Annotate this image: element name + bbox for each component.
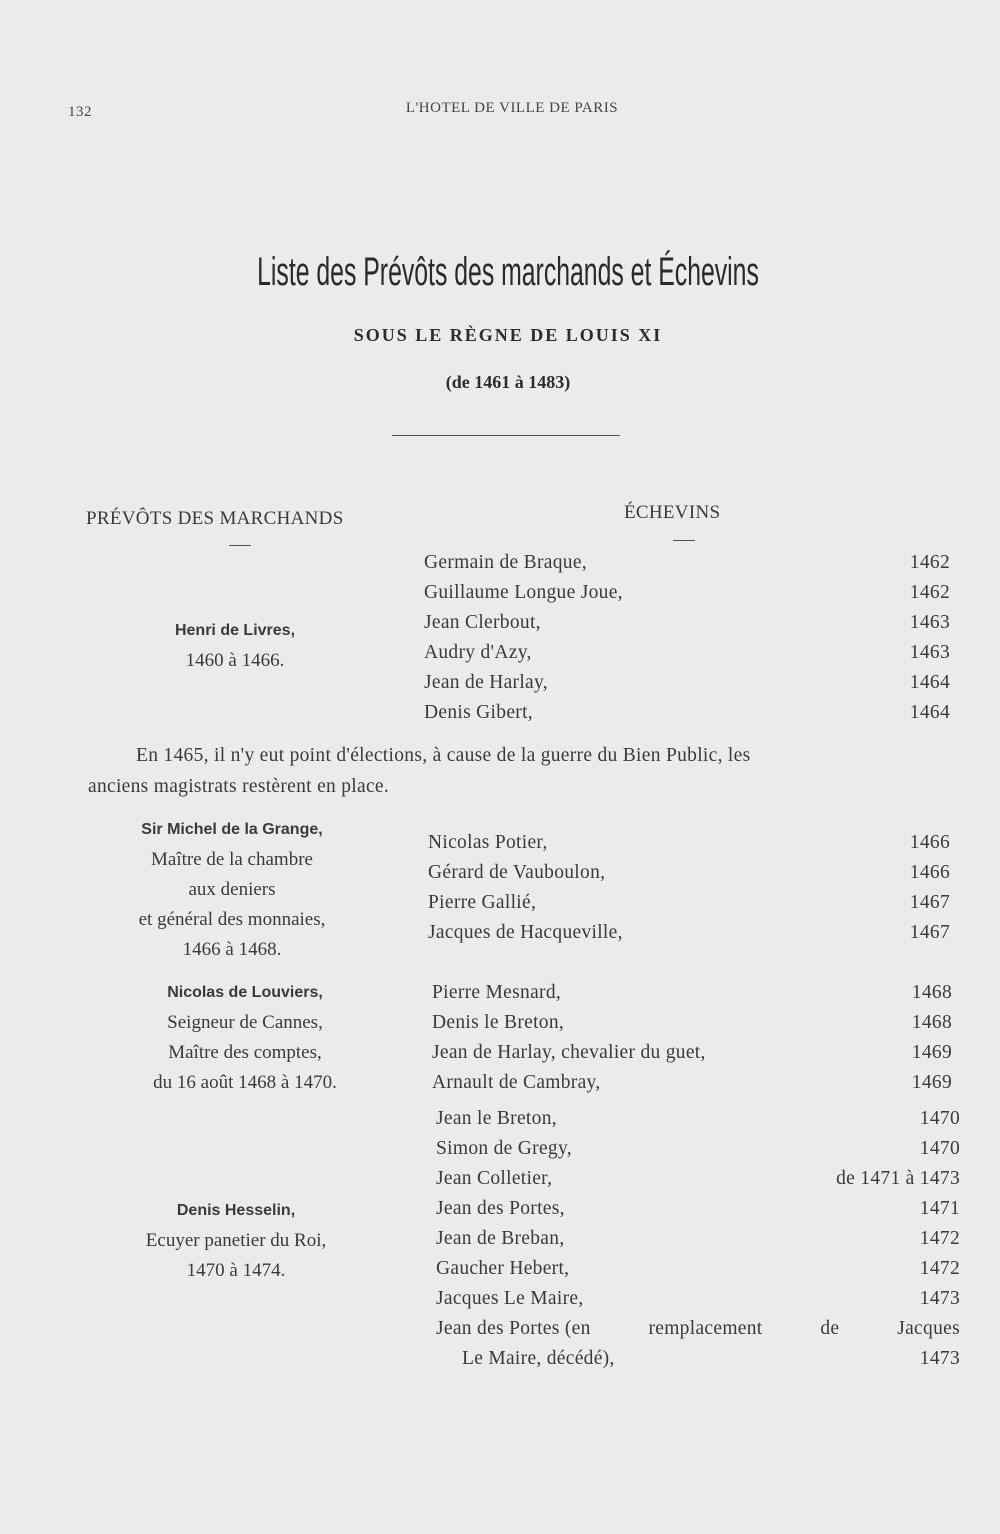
echevin-name: Jean de Breban, [436,1228,565,1249]
echevin-row [432,1008,952,1038]
echevin-year: 1467 [909,922,950,943]
echevin-year: de 1471 à 1473 [836,1168,960,1189]
echevin-year: 1466 [909,862,950,883]
echevin-year: 1472 [919,1228,960,1249]
page-subtitle: SOUS LE RÈGNE DE LOUIS XI [353,325,663,345]
prevot-entry [95,978,395,1098]
echevin-row [424,548,950,578]
echevin-name: de [820,1318,840,1339]
echevin-name: Jacques Le Maire, [436,1288,584,1309]
echevin-row [428,918,950,948]
echevin-name: Nicolas Potier, [428,832,548,853]
page-number: 132 [68,104,92,120]
echevin-name: Jean de Harlay, [424,672,548,693]
echevin-row [436,1194,960,1224]
echevin-year: 1469 [911,1042,952,1063]
echevin-name: Gaucher Hebert, [436,1258,570,1279]
echevin-year: 1468 [911,1012,952,1033]
echevin-year: 1471 [919,1198,960,1219]
echevin-row [432,978,952,1008]
echevin-name: Pierre Mesnard, [432,982,562,1003]
page-title: Liste des Prévôts des marchands et Échevins [257,250,759,294]
prevot-name: Nicolas de Louviers, [167,984,323,1001]
echevin-name: Jean Clerbout, [424,612,541,633]
echevin-row [436,1164,960,1194]
echevin-row [432,1038,952,1068]
prevot-entry [86,1196,386,1286]
prevot-detail: du 16 août 1468 à 1470. [153,1072,337,1093]
echevin-list [436,1104,960,1374]
prevot-entry [82,815,382,965]
echevin-name: Jean des Portes (en [436,1318,591,1339]
column-heading-echevins: ÉCHEVINS [624,502,721,523]
echevin-name: Gérard de Vauboulon, [428,862,606,883]
echevin-row [428,888,950,918]
echevin-name: Arnault de Cambray, [432,1072,601,1093]
echevin-row [436,1224,960,1254]
column-dash-left [229,545,251,546]
echevin-list [424,548,950,728]
echevin-list [432,978,952,1098]
echevin-year: 1467 [909,892,950,913]
echevin-year: 1468 [911,982,952,1003]
prevot-detail: Maître de la chambre [151,849,313,870]
prevot-detail: 1466 à 1468. [182,939,282,960]
echevin-name: Jean des Portes, [436,1198,565,1219]
echevin-name: Germain de Braque, [424,552,587,573]
prevot-name: Denis Hesselin, [176,1202,296,1219]
note-line-1: En 1465, il n'y eut point d'élections, à cause de la guerre du Bien Public, les [136,745,751,766]
echevin-row [436,1134,960,1164]
prevot-detail: 1470 à 1474. [186,1260,286,1281]
echevin-name: Jean le Breton, [436,1108,557,1129]
echevin-name: Jean de Harlay, chevalier du guet, [432,1042,706,1063]
echevin-name: remplacement [648,1318,763,1339]
echevin-row [424,698,950,728]
prevot-detail: 1460 à 1466. [185,650,285,671]
echevin-year: 1464 [909,702,950,723]
echevin-year: 1462 [909,582,950,603]
echevin-year: 1466 [909,832,950,853]
echevin-name: Denis Gibert, [424,702,533,723]
echevin-row [424,668,950,698]
echevin-row [428,858,950,888]
echevin-row [436,1284,960,1314]
echevin-name: Denis le Breton, [432,1012,565,1033]
echevin-year: 1463 [909,642,950,663]
echevin-row [424,638,950,668]
echevin-year: 1464 [909,672,950,693]
echevin-year: 1463 [909,612,950,633]
echevin-name: Jacques [897,1318,960,1339]
note-line-2: anciens magistrats restèrent en place. [88,776,390,797]
prevot-name: Sir Michel de la Grange, [141,821,323,838]
echevin-name: Jacques de Hacqueville, [428,922,623,943]
echevin-row [432,1068,952,1098]
column-dash-right [673,540,695,541]
echevin-name: Audry d'Azy, [424,642,532,663]
echevin-name: Simon de Gregy, [436,1138,572,1159]
column-heading-prevots: PRÉVÔTS DES MARCHANDS [86,508,344,529]
prevot-name: Henri de Livres, [174,622,296,639]
echevin-name: Pierre Gallié, [428,892,537,913]
echevin-year: 1470 [919,1138,960,1159]
echevin-name: Le Maire, décédé), [462,1348,615,1369]
echevin-row [424,608,950,638]
echevin-row [436,1314,960,1344]
echevin-name: Jean Colletier, [436,1168,553,1189]
echevin-row [436,1104,960,1134]
echevin-year: 1473 [919,1348,960,1369]
prevot-detail: Seigneur de Cannes, [167,1012,323,1033]
prevot-detail: et général des monnaies, [138,909,326,930]
echevin-row [424,578,950,608]
echevin-row [436,1344,960,1374]
echevin-list [428,828,950,948]
echevin-year: 1470 [919,1108,960,1129]
date-range: (de 1461 à 1483) [445,372,571,392]
prevot-entry [85,616,385,676]
echevin-row [428,828,950,858]
prevot-detail: Ecuyer panetier du Roi, [145,1230,327,1251]
title-rule [392,435,620,436]
echevin-row [436,1254,960,1284]
echevin-year: 1473 [919,1288,960,1309]
prevot-detail: aux deniers [188,879,276,900]
echevin-year: 1462 [909,552,950,573]
echevin-year: 1469 [911,1072,952,1093]
running-title: L'HOTEL DE VILLE DE PARIS [405,100,619,116]
echevin-year: 1472 [919,1258,960,1279]
echevin-name: Guillaume Longue Joue, [424,582,623,603]
prevot-detail: Maître des comptes, [168,1042,322,1063]
